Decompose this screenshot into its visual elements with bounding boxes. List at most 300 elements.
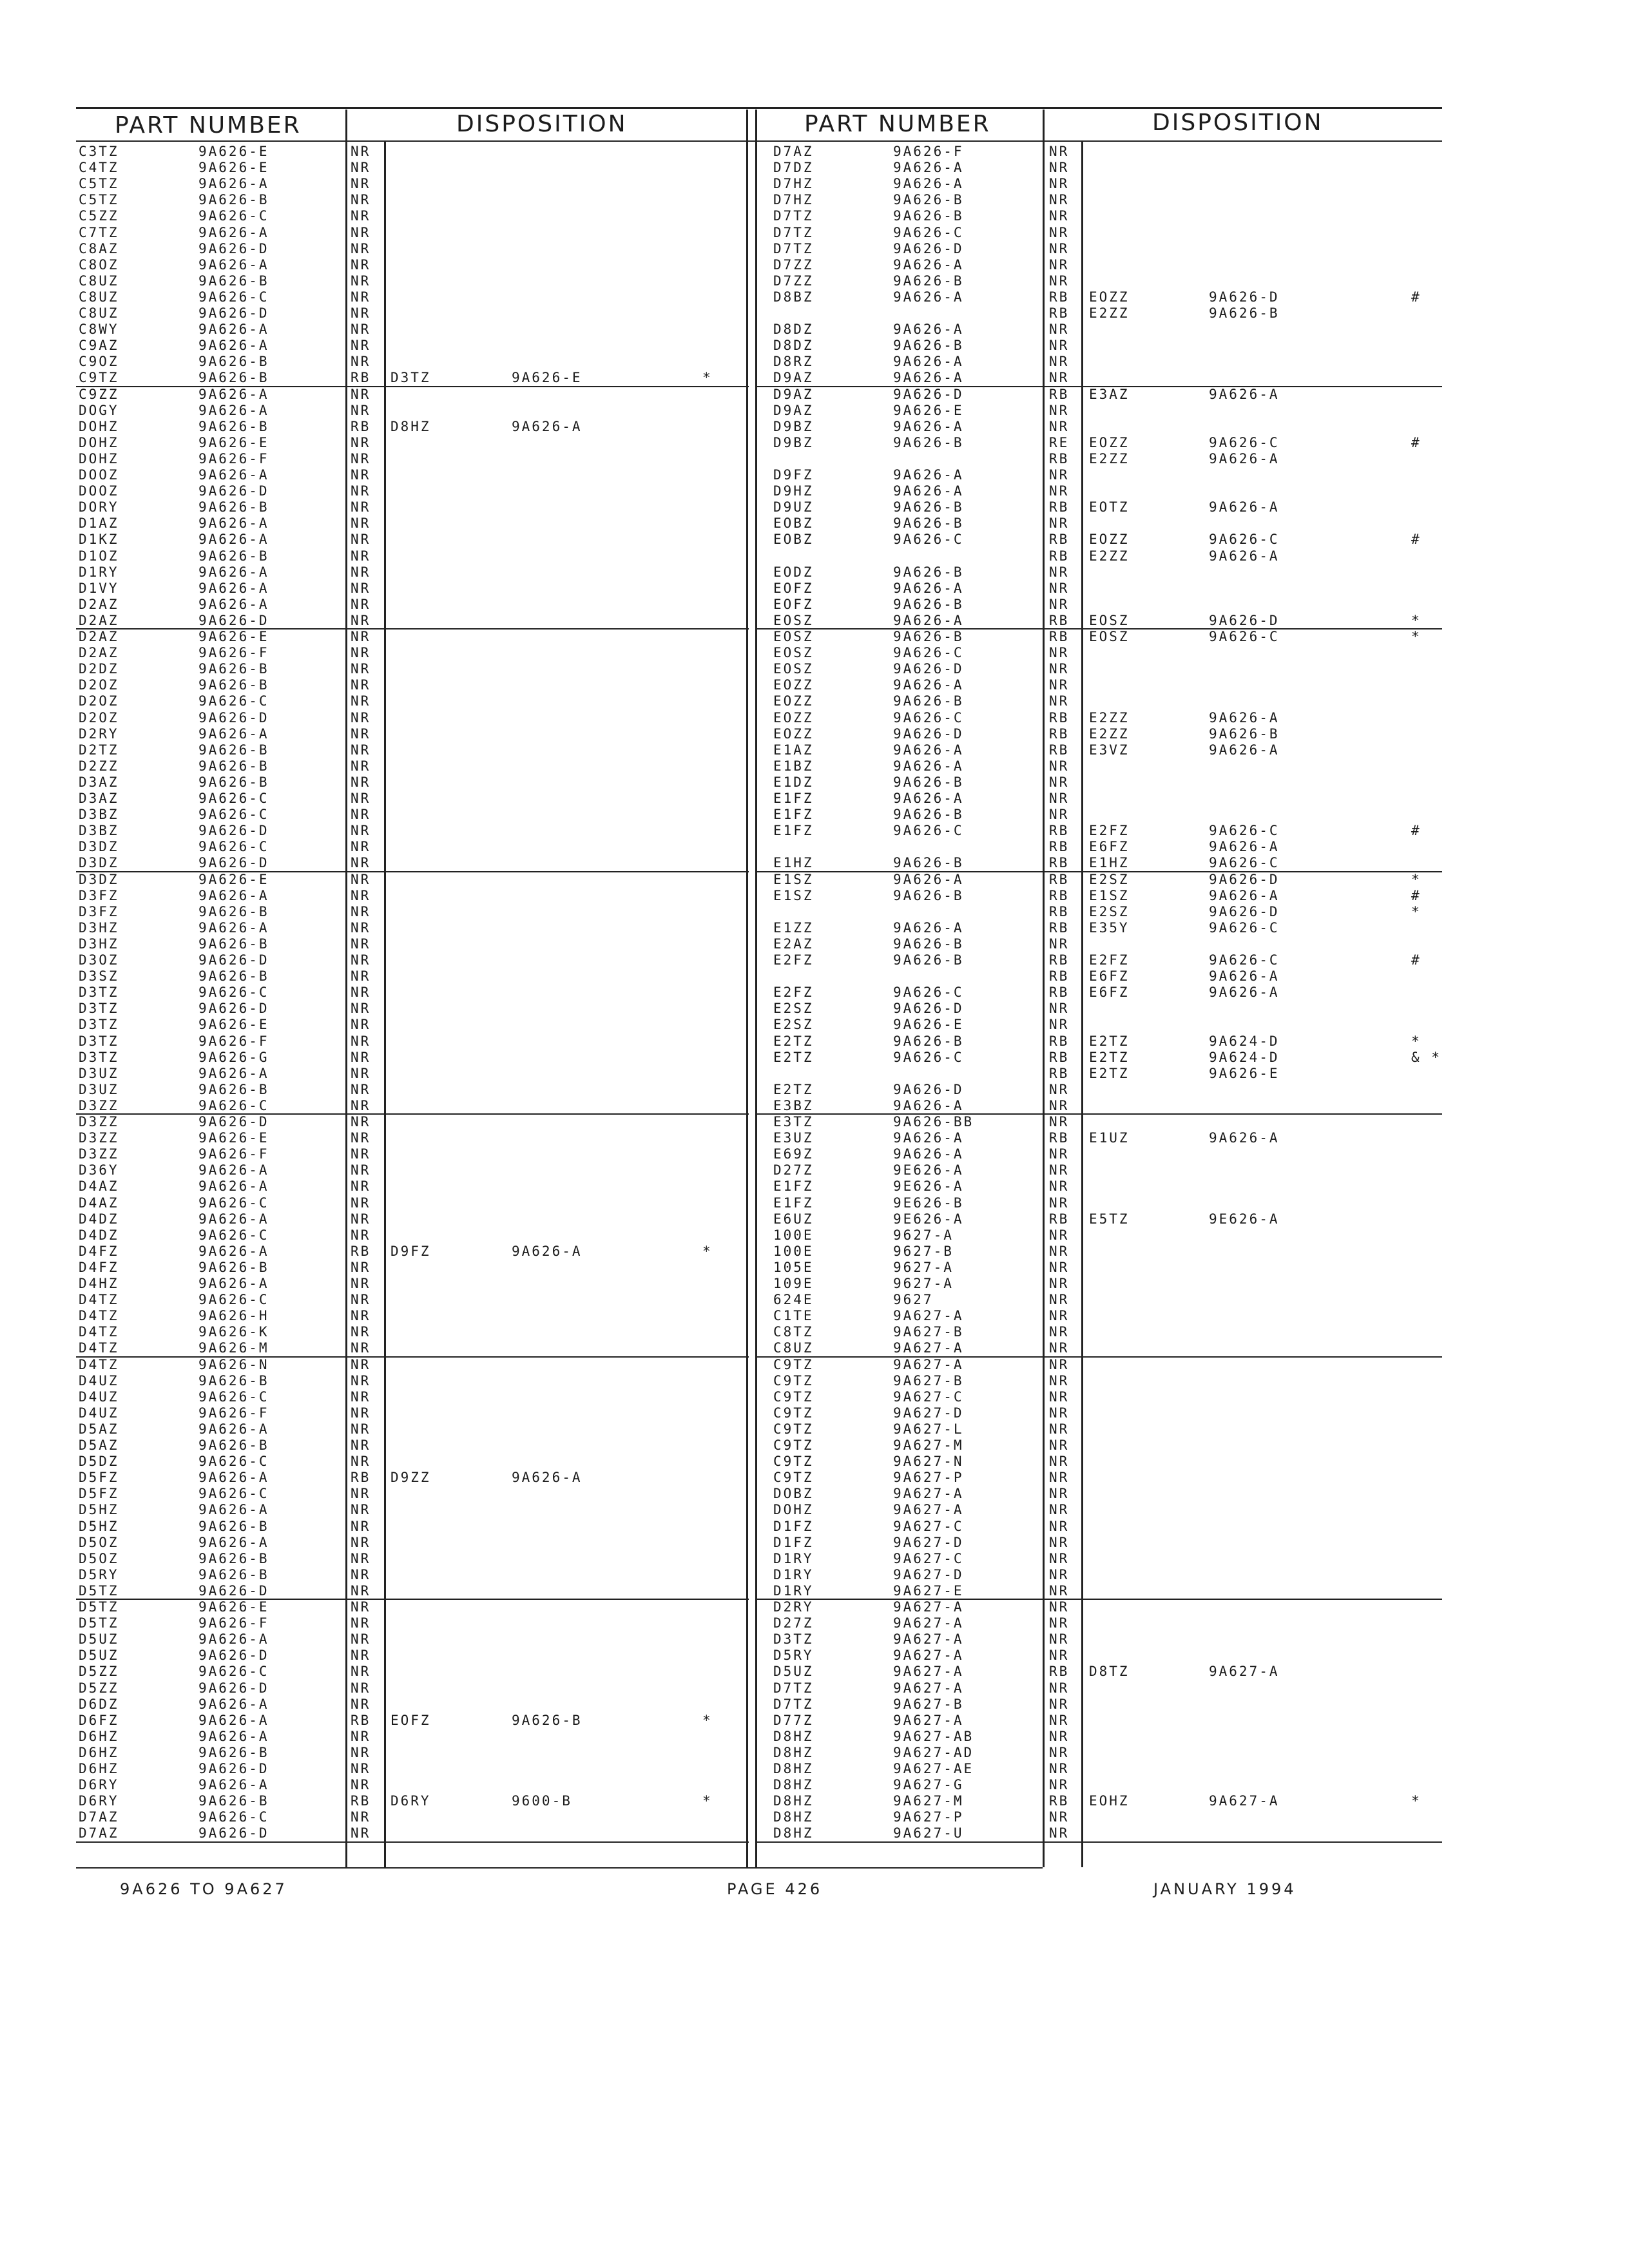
table-row [79, 855, 749, 871]
part-suffix: 9A626-B [198, 1518, 269, 1534]
part-suffix: 9A626-D [198, 483, 269, 499]
disposition-code: NR [351, 532, 371, 548]
part-suffix: 9A626-A [893, 256, 964, 273]
part-number: D3ZZ [79, 1097, 119, 1113]
table-row [773, 548, 1443, 564]
table-row [773, 1260, 1443, 1276]
disposition-code: RB [1049, 450, 1070, 466]
table-row [773, 774, 1443, 791]
disposition-code: NR [351, 564, 371, 580]
disposition-code: NR [351, 661, 371, 677]
part-number: D3OZ [79, 952, 119, 968]
replacement-number: 9A627-A [1209, 1793, 1280, 1809]
part-suffix: 9A626-C [198, 839, 269, 855]
table-row [773, 920, 1443, 936]
disposition-code: RB [1049, 1793, 1070, 1809]
disposition-code: RB [1049, 742, 1070, 758]
disposition-code: NR [351, 322, 371, 338]
part-suffix: 9A626-C [198, 1097, 269, 1113]
part-number: D6DZ [79, 1696, 119, 1712]
part-suffix: 9A626-B [198, 1437, 269, 1453]
table-row [773, 1098, 1443, 1114]
disposition-code: NR [351, 1259, 371, 1275]
part-suffix: 9A626-A [198, 1178, 269, 1195]
replacement-prefix: E1UZ [1089, 1130, 1130, 1146]
table-row [773, 1567, 1443, 1583]
disposition-code: NR [351, 176, 371, 192]
disposition-code: NR [1049, 1389, 1070, 1405]
part-suffix: 9A627-A [893, 1356, 964, 1372]
disposition-code: RB [1049, 985, 1070, 1001]
part-suffix: 9A626-D [198, 709, 269, 726]
part-suffix: 9A626-B [893, 952, 964, 968]
table-row [773, 1373, 1443, 1389]
replacement-number: 9A626-A [1209, 386, 1280, 402]
disposition-code: NR [351, 629, 371, 644]
replacement-prefix: D9FZ [390, 1243, 431, 1259]
part-suffix: 9A626-C [198, 1389, 269, 1405]
part-suffix: 9627-B [893, 1243, 954, 1259]
note-flag: * [1411, 903, 1422, 919]
part-suffix: 9A626-B [893, 1033, 964, 1049]
table-row [79, 144, 749, 160]
part-suffix: 9A627-B [893, 1324, 964, 1340]
part-number: E1SZ [773, 887, 814, 903]
part-number: DOGY [79, 402, 119, 418]
disposition-code: NR [1049, 1227, 1070, 1243]
part-suffix: 9627-A [893, 1227, 954, 1243]
disposition-code: NR [351, 434, 371, 450]
replacement-number: 9A626-A [1209, 839, 1280, 855]
disposition-code: NR [351, 936, 371, 952]
part-number: D1FZ [773, 1518, 814, 1534]
part-suffix: 9A626-D [893, 726, 964, 742]
table-row [773, 1405, 1443, 1421]
table-row [79, 1389, 749, 1405]
part-suffix: 9A626-D [893, 240, 964, 256]
table-row [773, 613, 1443, 629]
part-suffix: 9A627-A [893, 1615, 964, 1631]
table-row [79, 1680, 749, 1696]
table-row [773, 1324, 1443, 1340]
disposition-code: NR [351, 1664, 371, 1680]
disposition-code: NR [1049, 1550, 1070, 1566]
table-row [773, 289, 1443, 305]
table-row [773, 1631, 1443, 1648]
table-row [79, 1292, 749, 1308]
part-number: C9TZ [79, 370, 119, 386]
table-row [79, 192, 749, 208]
part-suffix: 9A626-B [198, 1566, 269, 1582]
part-number: E2SZ [773, 1001, 814, 1017]
part-number: D7DZ [773, 160, 814, 176]
part-suffix: 9A626-C [198, 289, 269, 305]
part-number: EOBZ [773, 532, 814, 548]
part-number: D4AZ [79, 1195, 119, 1211]
table-row [79, 1437, 749, 1454]
disposition-code: RB [1049, 1130, 1070, 1146]
disposition-code: NR [1049, 1162, 1070, 1178]
table-row [773, 1066, 1443, 1082]
part-number: D9UZ [773, 499, 814, 515]
part-suffix: 9A626-F [198, 645, 269, 661]
part-suffix: 9A626-A [198, 1470, 269, 1486]
part-number: E1FZ [773, 807, 814, 823]
disposition-code: NR [1049, 192, 1070, 208]
header-rule [76, 140, 1442, 142]
disposition-code: NR [1049, 273, 1070, 289]
table-row [773, 1130, 1443, 1146]
part-suffix: 9A626-E [198, 144, 269, 159]
part-number: D5HZ [79, 1502, 119, 1518]
part-number: C9OZ [79, 354, 119, 370]
part-suffix: 9627 [893, 1292, 934, 1308]
table-row [79, 354, 749, 370]
part-suffix: 9A626-A [198, 467, 269, 483]
right-part-number-header: PART NUMBER [804, 111, 991, 137]
part-suffix: 9A626-C [893, 224, 964, 240]
top-rule [76, 107, 1442, 109]
disposition-code: NR [351, 1017, 371, 1033]
part-number: D4HZ [79, 1276, 119, 1291]
table-row [773, 225, 1443, 241]
part-number: D9AZ [773, 386, 814, 402]
part-suffix: 9A626-A [893, 289, 964, 305]
part-suffix: 9A626-D [198, 1114, 269, 1129]
disposition-code: NR [351, 1437, 371, 1453]
part-suffix: 9A626-A [198, 596, 269, 612]
disposition-code: NR [351, 386, 371, 402]
disposition-code: NR [351, 693, 371, 709]
part-suffix: 9A626-B [198, 273, 269, 289]
part-number: D77Z [773, 1712, 814, 1728]
replacement-number: 9600-B [512, 1793, 572, 1809]
part-number: D8HZ [773, 1728, 814, 1744]
part-suffix: 9A626-C [198, 208, 269, 224]
disposition-code: NR [1049, 1421, 1070, 1437]
part-suffix: 9A626-A [893, 791, 964, 806]
part-number: D7HZ [773, 192, 814, 208]
part-number: D3BZ [79, 807, 119, 823]
part-number: D4TZ [79, 1340, 119, 1356]
disposition-code: NR [351, 1582, 371, 1599]
replacement-prefix: E2FZ [1089, 823, 1130, 839]
disposition-code: RB [351, 1243, 371, 1259]
replacement-number: 9A626-C [1209, 434, 1280, 450]
disposition-code: RB [351, 1470, 371, 1486]
part-number: D4UZ [79, 1389, 119, 1405]
table-row [773, 629, 1443, 645]
table-row [79, 1470, 749, 1486]
replacement-prefix: D8HZ [390, 418, 431, 434]
table-row [773, 208, 1443, 224]
disposition-code: NR [351, 499, 371, 515]
part-number: D8HZ [773, 1744, 814, 1760]
table-row [773, 726, 1443, 742]
part-suffix: 9A626-A [893, 919, 964, 936]
disposition-code: NR [1049, 256, 1070, 273]
table-row [773, 1227, 1443, 1244]
part-number: D8HZ [773, 1761, 814, 1776]
part-number: D3UZ [79, 1065, 119, 1081]
table-row [79, 1114, 749, 1130]
part-number: E2AZ [773, 936, 814, 952]
disposition-code: NR [351, 1146, 371, 1162]
part-number: D9FZ [773, 467, 814, 483]
part-number: D7AZ [79, 1825, 119, 1841]
replacement-prefix: E6FZ [1089, 839, 1130, 855]
table-row [773, 904, 1443, 920]
part-suffix: 9A626-B [198, 418, 269, 434]
table-row [773, 241, 1443, 257]
disposition-code: NR [1049, 1097, 1070, 1113]
replacement-number: 9A626-C [1209, 532, 1280, 548]
part-suffix: 9A627-P [893, 1470, 964, 1486]
part-suffix: 9A626-B [198, 758, 269, 774]
replacement-number: 9A627-A [1209, 1664, 1280, 1680]
disposition-code: NR [351, 1276, 371, 1291]
disposition-code: NR [351, 1825, 371, 1841]
disposition-code: NR [351, 402, 371, 418]
replacement-number: 9A626-A [512, 418, 583, 434]
table-row [773, 1211, 1443, 1227]
part-number: DOHZ [79, 450, 119, 466]
part-suffix: 9A626-E [198, 1599, 269, 1615]
table-row [773, 952, 1443, 968]
disposition-code: NR [351, 1502, 371, 1518]
replacement-number: 9A624-D [1209, 1049, 1280, 1065]
replacement-number: 9A626-A [1209, 985, 1280, 1001]
part-number: D8BZ [773, 289, 814, 305]
note-flag: # [1411, 434, 1422, 450]
part-suffix: 9A626-B [198, 1550, 269, 1566]
disposition-code: RB [1049, 305, 1070, 321]
part-suffix: 9A626-B [893, 434, 964, 450]
table-row [79, 1276, 749, 1292]
part-number: 100E [773, 1243, 814, 1259]
part-suffix: 9A626-A [893, 483, 964, 499]
replacement-number: 9A626-A [1209, 548, 1280, 564]
part-number: D2OZ [79, 709, 119, 726]
part-number: D5DZ [79, 1454, 119, 1470]
part-suffix: 9A626-D [893, 661, 964, 677]
disposition-code: NR [1049, 1292, 1070, 1308]
replacement-prefix: E2ZZ [1089, 305, 1130, 321]
table-row [79, 1519, 749, 1535]
table-row [773, 1162, 1443, 1178]
part-number: D5OZ [79, 1534, 119, 1550]
disposition-code: NR [1049, 1470, 1070, 1486]
disposition-code: NR [351, 305, 371, 321]
part-suffix: 9A626-A [893, 160, 964, 176]
table-row [79, 888, 749, 904]
disposition-code: NR [351, 823, 371, 839]
part-number: D7TZ [773, 1680, 814, 1696]
part-number: D5ZZ [79, 1680, 119, 1696]
center-divider-b [755, 110, 757, 1867]
part-number: C5TZ [79, 176, 119, 192]
disposition-code: NR [351, 467, 371, 483]
table-row [79, 726, 749, 742]
part-number: C9TZ [773, 1454, 814, 1470]
part-suffix: 9A626-B [893, 596, 964, 612]
part-suffix: 9627-A [893, 1259, 954, 1275]
part-number: D6RY [79, 1793, 119, 1809]
part-suffix: 9A626-C [893, 985, 964, 1001]
part-number: D8HZ [773, 1825, 814, 1841]
disposition-code: NR [1049, 1680, 1070, 1696]
part-number: E1FZ [773, 823, 814, 839]
disposition-code: NR [1049, 418, 1070, 434]
table-row [79, 1162, 749, 1178]
part-number: D8HZ [773, 1809, 814, 1825]
part-number: EOSZ [773, 661, 814, 677]
part-suffix: 9A626-E [893, 1017, 964, 1033]
part-suffix: 9A626-A [893, 1130, 964, 1146]
part-suffix: 9A627-D [893, 1534, 964, 1550]
part-suffix: 9A626-F [198, 1033, 269, 1049]
part-suffix: 9A626-E [198, 629, 269, 644]
table-row [773, 387, 1443, 403]
part-number: D2AZ [79, 629, 119, 644]
part-suffix: 9A626-A [198, 515, 269, 532]
disposition-code: NR [351, 1372, 371, 1389]
disposition-code: NR [351, 338, 371, 354]
table-row [79, 289, 749, 305]
replacement-prefix: E6FZ [1089, 985, 1130, 1001]
part-suffix: 9A627-A [893, 1599, 964, 1615]
part-suffix: 9A626-A [198, 1631, 269, 1648]
disposition-code: NR [1049, 1486, 1070, 1502]
table-row [773, 499, 1443, 515]
replacement-number: 9A626-D [1209, 871, 1280, 887]
part-number: D9HZ [773, 483, 814, 499]
disposition-code: NR [1049, 1582, 1070, 1599]
part-suffix: 9A626-B [893, 208, 964, 224]
part-number: C3TZ [79, 144, 119, 159]
part-suffix: 9A626-D [198, 823, 269, 839]
replacement-prefix: E2FZ [1089, 952, 1130, 968]
part-number: D4UZ [79, 1405, 119, 1421]
part-number: EODZ [773, 564, 814, 580]
disposition-code: NR [351, 709, 371, 726]
part-suffix: 9A626-A [198, 322, 269, 338]
disposition-code: NR [351, 273, 371, 289]
disposition-code: NR [1049, 1518, 1070, 1534]
disposition-code: NR [351, 968, 371, 985]
part-number: D3DZ [79, 871, 119, 887]
part-number: C9TZ [773, 1470, 814, 1486]
table-row [773, 1486, 1443, 1502]
part-number: D5FZ [79, 1486, 119, 1502]
table-row [79, 1648, 749, 1664]
table-row [773, 936, 1443, 952]
disposition-code: NR [351, 1599, 371, 1615]
table-row [79, 435, 749, 451]
table-row [79, 1454, 749, 1470]
replacement-prefix: D3TZ [390, 370, 431, 386]
part-number: D5HZ [79, 1518, 119, 1534]
part-number: D5UZ [79, 1648, 119, 1664]
part-number: D3UZ [79, 1081, 119, 1097]
table-row [773, 693, 1443, 709]
replacement-prefix: EOHZ [1089, 1793, 1130, 1809]
bottom-rule [76, 1867, 1043, 1869]
part-number: D5RY [773, 1648, 814, 1664]
part-number: D7TZ [773, 224, 814, 240]
part-suffix: 9A626-C [893, 532, 964, 548]
disposition-code: NR [351, 1615, 371, 1631]
disposition-code: NR [1049, 1825, 1070, 1841]
table-row [773, 354, 1443, 370]
table-row [79, 904, 749, 920]
part-number: D1OZ [79, 548, 119, 564]
part-suffix: 9A627-E [893, 1582, 964, 1599]
part-suffix: 9A626-B [893, 887, 964, 903]
table-row [773, 1114, 1443, 1130]
replacement-prefix: EOTZ [1089, 499, 1130, 515]
table-row [773, 305, 1443, 322]
disposition-code: RE [1049, 434, 1070, 450]
table-row [773, 435, 1443, 451]
disposition-code: RB [351, 418, 371, 434]
disposition-code: RB [1049, 629, 1070, 644]
table-row [79, 273, 749, 289]
disposition-code: NR [351, 192, 371, 208]
part-number: D4TZ [79, 1324, 119, 1340]
table-row [773, 872, 1443, 888]
table-row [79, 1017, 749, 1033]
disposition-code: NR [1049, 1599, 1070, 1615]
part-number: D5UZ [773, 1664, 814, 1680]
table-row [773, 1583, 1443, 1599]
part-suffix: 9A626-D [198, 952, 269, 968]
part-number: D2OZ [79, 677, 119, 693]
part-suffix: 9A626-B [198, 548, 269, 564]
replacement-prefix: E2ZZ [1089, 709, 1130, 726]
part-suffix: 9A627-D [893, 1566, 964, 1582]
table-row [79, 1551, 749, 1567]
table-row [773, 1519, 1443, 1535]
table-row [773, 1050, 1443, 1066]
disposition-code: NR [351, 1065, 371, 1081]
replacement-prefix: E2TZ [1089, 1033, 1130, 1049]
table-row [773, 1340, 1443, 1356]
replacement-number: 9A626-E [512, 370, 583, 386]
part-number: E1SZ [773, 871, 814, 887]
part-suffix: 9A626-B [198, 1372, 269, 1389]
part-suffix: 9A626-B [893, 338, 964, 354]
part-suffix: 9A626-D [893, 386, 964, 402]
part-suffix: 9A626-C [198, 1292, 269, 1308]
part-number: C9TZ [773, 1356, 814, 1372]
part-number: D5AZ [79, 1437, 119, 1453]
part-number: E2FZ [773, 952, 814, 968]
part-suffix: 9A626-B [893, 192, 964, 208]
table-row [773, 758, 1443, 774]
disposition-code: NR [1049, 1324, 1070, 1340]
replacement-number: 9A626-A [1209, 1130, 1280, 1146]
part-suffix: 9A626-A [198, 176, 269, 192]
table-row [79, 1050, 749, 1066]
table-row [79, 872, 749, 888]
part-suffix: 9A626-B [198, 742, 269, 758]
part-suffix: 9A626-C [198, 791, 269, 806]
part-number: D4DZ [79, 1227, 119, 1243]
replacement-prefix: E2ZZ [1089, 450, 1130, 466]
part-suffix: 9A626-A [893, 742, 964, 758]
disposition-code: NR [1049, 144, 1070, 159]
